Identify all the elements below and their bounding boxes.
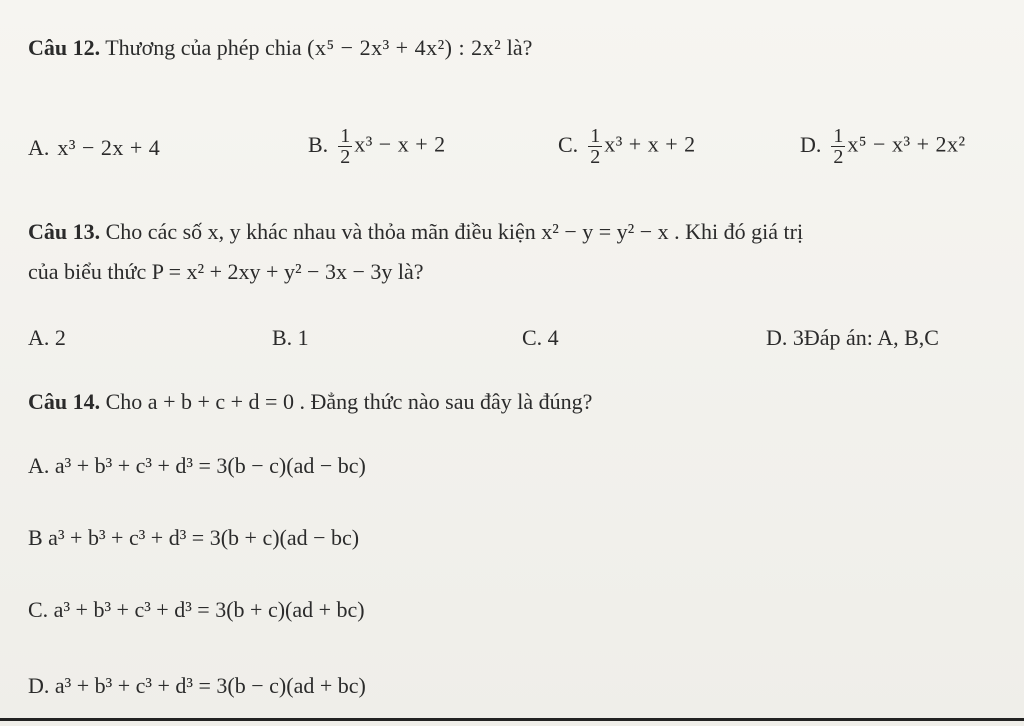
question-12-expression: (x⁵ − 2x³ + 4x²) : 2x² xyxy=(307,35,502,60)
q12-option-c[interactable] xyxy=(558,126,696,167)
q14-option-b[interactable]: B a³ + b³ + c³ + d³ = 3(b + c)(ad − bc) xyxy=(28,525,360,550)
question-12-tail: là? xyxy=(501,35,533,60)
question-13-line-1: Cho các số x, y khác nhau và thỏa mãn điều kiện x² − y = y² − x . Khi đó giá trị xyxy=(100,219,804,244)
fraction-numerator: 1 xyxy=(590,125,601,147)
fraction-one-half xyxy=(831,126,845,167)
option-letter: C. xyxy=(558,131,579,157)
question-13-line-2: của biểu thức P = x² + 2xy + y² − 3x − 3y là? xyxy=(28,259,424,284)
q14-option-d[interactable]: D. a³ + b³ + c³ + d³ = 3(b − c)(ad + bc) xyxy=(28,673,366,698)
q14-option-c[interactable]: C. a³ + b³ + c³ + d³ = 3(b + c)(ad + bc) xyxy=(28,597,365,622)
question-13-label: Câu 13. xyxy=(28,219,101,244)
option-expression: x³ − 2x + 4 xyxy=(57,135,161,160)
q14-option-a[interactable]: A. a³ + b³ + c³ + d³ = 3(b − c)(ad − bc) xyxy=(28,453,366,478)
fraction-numerator: 1 xyxy=(833,125,844,147)
question-12 xyxy=(28,34,532,62)
option-expression: x³ + x + 2 xyxy=(604,131,696,157)
q13-option-d[interactable]: D. 3Đáp án: A, B,C xyxy=(766,325,939,350)
q13-option-c[interactable]: C. 4 xyxy=(522,325,559,350)
option-letter: D. xyxy=(800,131,822,157)
option-letter: A. xyxy=(28,135,50,160)
question-12-label: Câu 12. xyxy=(28,35,101,60)
question-13 xyxy=(28,218,803,246)
bottom-border xyxy=(0,718,1024,721)
question-14-label: Câu 14. xyxy=(28,389,101,414)
q12-option-d[interactable] xyxy=(800,126,966,167)
question-12-text: Thương của phép chia xyxy=(100,35,308,60)
fraction-denominator: 2 xyxy=(590,146,601,168)
option-expression: x⁵ − x³ + 2x² xyxy=(847,131,966,157)
fraction-denominator: 2 xyxy=(340,146,351,168)
fraction-one-half xyxy=(338,126,352,167)
fraction-denominator: 2 xyxy=(833,146,844,168)
question-14 xyxy=(28,388,592,416)
q13-option-b[interactable]: B. 1 xyxy=(272,325,309,350)
option-expression: x³ − x + 2 xyxy=(354,131,446,157)
fraction-numerator: 1 xyxy=(340,125,351,147)
option-letter: B. xyxy=(308,131,329,157)
q13-option-a[interactable]: A. 2 xyxy=(28,325,66,350)
q12-option-b[interactable] xyxy=(308,126,446,167)
fraction-one-half xyxy=(588,126,602,167)
q12-option-a[interactable] xyxy=(28,134,160,162)
question-14-text: Cho a + b + c + d = 0 . Đẳng thức nào sau đây là đúng? xyxy=(100,389,593,414)
